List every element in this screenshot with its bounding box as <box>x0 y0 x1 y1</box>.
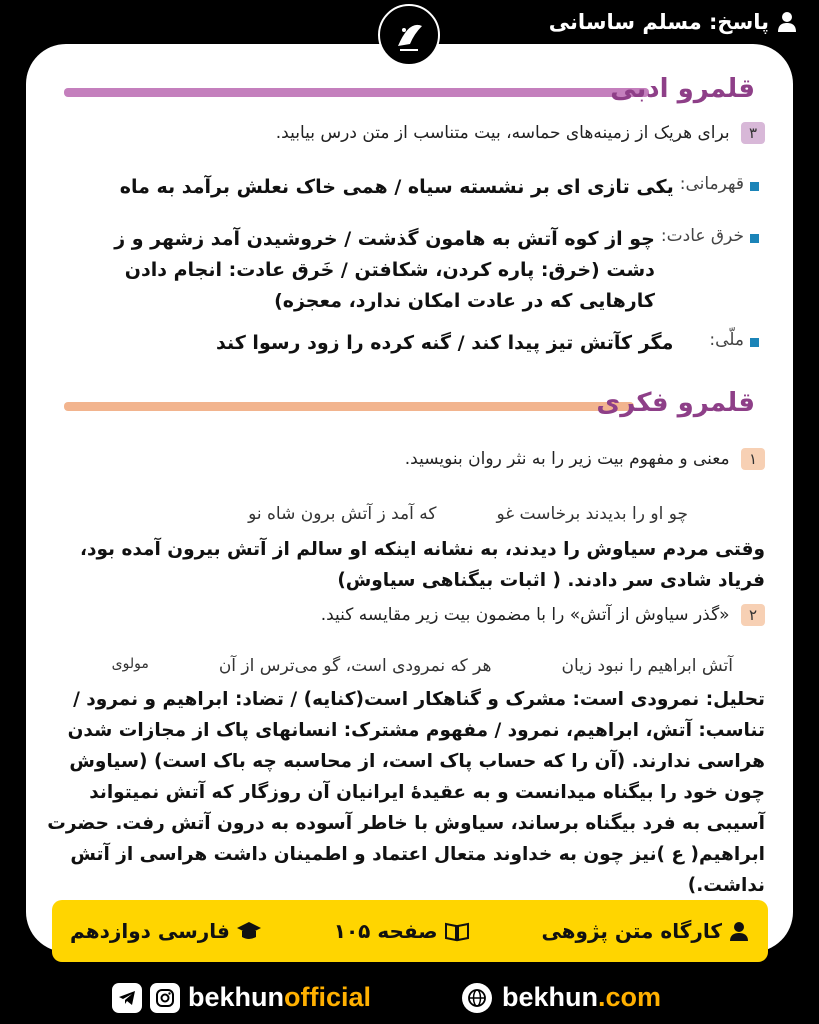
handle-suffix: official <box>284 982 372 1012</box>
section1-title: قلمرو ادبی <box>610 74 755 104</box>
website-text <box>502 982 661 1013</box>
question-text: برای هریک از زمینه‌های حماسه، بیت متناسب از متن درس بیابید. <box>275 123 730 143</box>
question-number-badge: ۳ <box>741 122 765 144</box>
verse-hemistich: که آمد ز آتش برون شاه نو <box>248 504 437 524</box>
bottom-bar <box>0 974 819 1024</box>
section1-bar <box>64 88 649 97</box>
footer-book-label: فارسی دوازدهم <box>70 919 230 943</box>
telegram-icon[interactable] <box>112 983 142 1013</box>
item-national <box>69 328 759 359</box>
globe-icon <box>462 983 492 1013</box>
section2-question1 <box>45 448 765 470</box>
item-label: ملّی: <box>709 330 744 350</box>
bullet-square-icon <box>750 182 759 191</box>
verse-author: مولوی <box>111 656 149 672</box>
footer-book <box>70 919 262 943</box>
social-handle-text <box>188 982 371 1013</box>
question-number-badge: ۱ <box>741 448 765 470</box>
section2-question2 <box>45 604 765 626</box>
bullet-square-icon <box>750 338 759 347</box>
verse-1 <box>248 504 688 524</box>
website-link[interactable] <box>462 982 661 1013</box>
verse-hemistich: چو او را بدیدند برخاست غو <box>496 504 688 524</box>
handle-prefix: bekhun <box>188 982 285 1012</box>
footer-banner <box>52 900 768 962</box>
item-text: یکی تازی ای بر نشسته سیاه / همی خاک نعلش برآمد به ماه <box>119 176 674 198</box>
question-number-badge: ۲ <box>741 604 765 626</box>
verse-hemistich: هر که نمرودی است، گو می‌ترس از آن <box>218 656 492 676</box>
instagram-icon[interactable] <box>150 983 180 1013</box>
item-label: خرق عادت: <box>660 226 744 246</box>
section2-bar <box>64 402 634 411</box>
answer-1: وقتی مردم سیاوش را دیدند، به نشانه اینکه او سالم از آتش بیرون آمده بود، فریاد شادی سر دادند. ( اثبات بیگناهی سیاوش) <box>79 539 765 591</box>
footer-workshop-label: کارگاه متن پژوهی <box>541 919 722 943</box>
section1-question <box>45 122 765 144</box>
item-miracle <box>69 224 759 317</box>
footer-workshop <box>541 919 750 943</box>
site-suffix: .com <box>598 982 662 1012</box>
content-card <box>26 44 793 952</box>
footer-page <box>334 919 470 943</box>
site-prefix: bekhun <box>502 982 599 1012</box>
item-text: مگر کآتش تیز پیدا کند / گنه کرده را زود رسوا کند <box>216 332 674 354</box>
graduation-cap-icon <box>236 920 262 942</box>
section2-title: قلمرو فکری <box>596 388 755 418</box>
bullet-square-icon <box>750 234 759 243</box>
book-open-icon <box>444 920 470 942</box>
item-label: قهرمانی: <box>679 174 744 194</box>
verse-hemistich: آتش ابراهیم را نبود زیان <box>561 656 733 676</box>
answer-label: پاسخ: مسلم ساسانی <box>548 10 769 34</box>
verse-2 <box>112 656 733 676</box>
social-handle[interactable] <box>112 982 371 1013</box>
answer-2: تحلیل: نمرودی است: مشرک و گناهکار است(کنایه) / تضاد: ابراهیم و نمرود / تناسب: آتش، ابراهیم، نمرود / مفهوم مشترک: انسانهای پاک از مجازات شدن هراسی ندارند. (آن را که حساب پاک است، از محاسبه چه باک است) (سیاوش چون خود را بیگناه میدانست و به عقیدهٔ ایرانیان آن روزگار که آتش نمیتواند آسیبی به فرد بیگناه برساند، سیاوش با خاطر آسوده به درون آتش رفت. حضرت ابراهیم( ع )نیز چون به خداوند متعال اعتماد و اطمینان داشت هراسی از آتش نداشت.) <box>47 689 765 896</box>
bekhun-logo <box>378 4 440 66</box>
item-text: چو از کوه آتش به هامون گذشت / خروشیدن آمد زشهر و ز دشت (خرق: پاره کردن، شکافتن / خَرق عادت: انجام دادن کارهایی که در عادت امکان ندارد، معجزه) <box>114 228 655 312</box>
user-icon <box>777 11 797 33</box>
item-heroic <box>69 172 759 203</box>
question-text: «گذر سیاوش از آتش» را با مضمون بیت زیر مقایسه کنید. <box>320 605 730 625</box>
student-icon <box>728 920 750 942</box>
footer-page-label: صفحه ۱۰۵ <box>333 919 438 943</box>
question-text: معنی و مفهوم بیت زیر را به نثر روان بنویسید. <box>404 449 730 469</box>
answer-author <box>549 10 797 34</box>
